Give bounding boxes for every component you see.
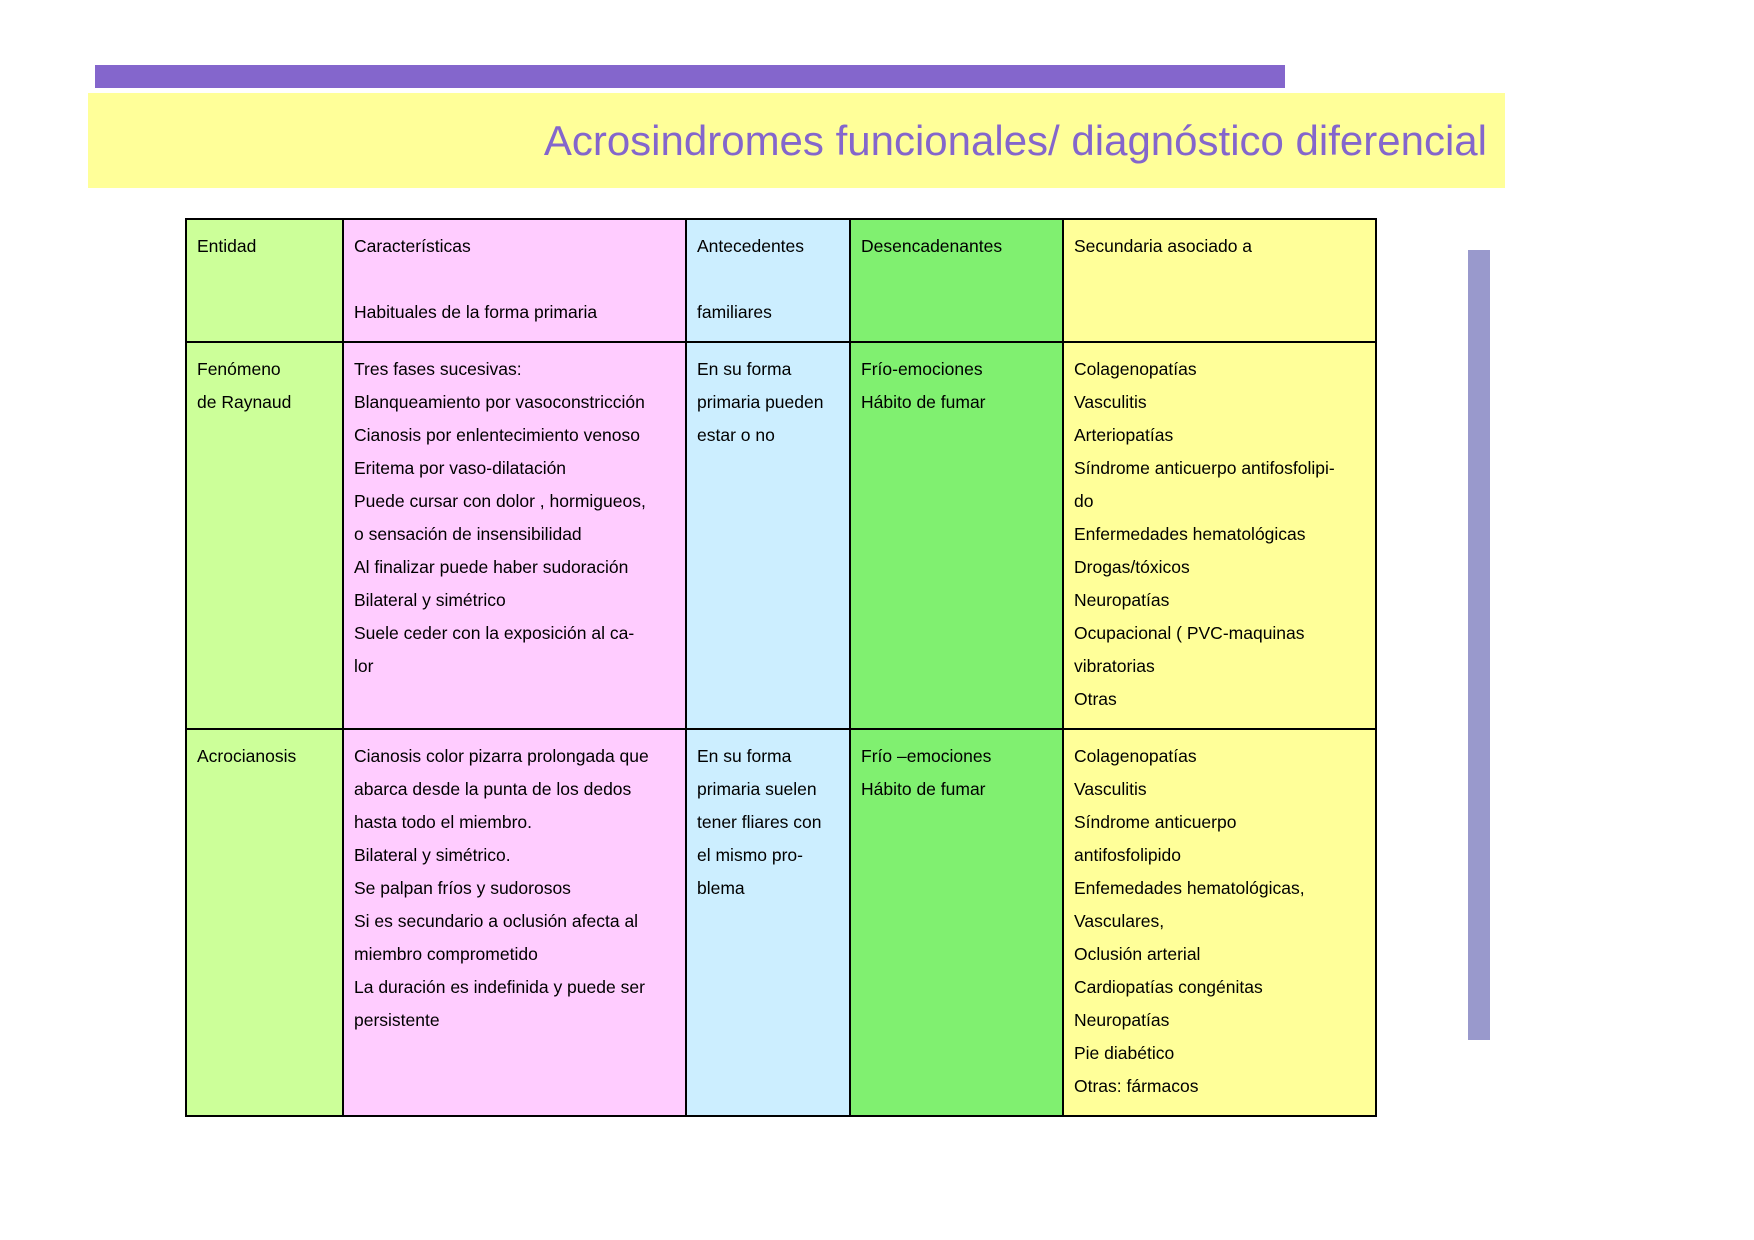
text-line: Acrocianosis [197, 746, 297, 766]
text-line: La duración es indefinida y puede ser [354, 977, 645, 997]
text-line: lor [354, 656, 374, 676]
text-line: En su forma [697, 359, 792, 379]
text-line: Eritema por vaso-dilatación [354, 458, 567, 478]
text-line: Desencadenantes [861, 236, 1003, 256]
right-accent-bar [1468, 250, 1490, 1040]
text-line: antifosfolipido [1074, 845, 1182, 865]
cell-text-block [197, 353, 334, 419]
text-line: Síndrome anticuerpo antifosfolipi- [1074, 458, 1335, 478]
text-line: Cianosis color pizarra prolongada que [354, 746, 649, 766]
cell-text-block [1074, 230, 1367, 263]
acrosindromes-comparison-table [185, 218, 1377, 1117]
text-line: o sensación de insensibilidad [354, 524, 582, 544]
text-line: familiares [697, 302, 772, 322]
cell-desencadenantes-header [850, 219, 1063, 342]
text-line: primaria suelen [697, 779, 817, 799]
text-line: Vasculitis [1074, 392, 1147, 412]
page-title: Acrosindromes funcionales/ diagnóstico diferencial [543, 116, 1487, 164]
text-line: Habituales de la forma primaria [354, 302, 598, 322]
text-line: Puede cursar con dolor , hormigueos, [354, 491, 646, 511]
cell-text-block [861, 230, 1054, 263]
cell-text-block [1074, 353, 1367, 716]
cell-caracteristicas-row-1 [343, 729, 686, 1116]
text-line: Frío –emociones [861, 746, 992, 766]
text-line: Características [354, 236, 471, 256]
cell-text-block [861, 353, 1054, 419]
text-line: Bilateral y simétrico. [354, 845, 511, 865]
cell-secundaria-row-1 [1063, 729, 1376, 1116]
cell-entidad-row-0 [186, 342, 343, 729]
text-line: Hábito de fumar [861, 779, 986, 799]
text-line: persistente [354, 1010, 440, 1030]
cell-text-block [197, 230, 334, 263]
cell-text-block [354, 230, 677, 329]
text-line: Neuropatías [1074, 590, 1170, 610]
text-line: Oclusión arterial [1074, 944, 1201, 964]
text-line: Vasculares, [1074, 911, 1165, 931]
table-row [186, 342, 1376, 729]
text-line: Bilateral y simétrico [354, 590, 506, 610]
text-line: Frío-emociones [861, 359, 983, 379]
cell-text-block [354, 740, 677, 1037]
text-line [354, 263, 677, 296]
text-line: Colagenopatías [1074, 746, 1197, 766]
text-line: Arteriopatías [1074, 425, 1174, 445]
text-line: Tres fases sucesivas: [354, 359, 522, 379]
cell-text-block [697, 230, 841, 329]
text-line: Cardiopatías congénitas [1074, 977, 1263, 997]
text-line: Blanqueamiento por vasoconstricción [354, 392, 645, 412]
cell-caracteristicas-row-0 [343, 342, 686, 729]
text-line: Si es secundario a oclusión afecta al [354, 911, 639, 931]
text-line: abarca desde la punta de los dedos [354, 779, 632, 799]
text-line: tener fliares con [697, 812, 822, 832]
title-banner [88, 93, 1505, 188]
text-line: Suele ceder con la exposición al ca- [354, 623, 635, 643]
cell-antecedentes-row-0 [686, 342, 850, 729]
text-line: En su forma [697, 746, 792, 766]
text-line: blema [697, 878, 745, 898]
text-line: Síndrome anticuerpo [1074, 812, 1237, 832]
text-line: Al finalizar puede haber sudoración [354, 557, 629, 577]
cell-text-block [697, 740, 841, 905]
text-line: estar o no [697, 425, 775, 445]
cell-text-block [354, 353, 677, 683]
text-line: Secundaria asociado a [1074, 236, 1253, 256]
table-row [186, 729, 1376, 1116]
cell-text-block [197, 740, 334, 773]
text-line: Hábito de fumar [861, 392, 986, 412]
text-line: Neuropatías [1074, 1010, 1170, 1030]
cell-desencadenantes-row-0 [850, 342, 1063, 729]
text-line: Enfemedades hematológicas, [1074, 878, 1305, 898]
text-line: Vasculitis [1074, 779, 1147, 799]
text-line: el mismo pro- [697, 845, 803, 865]
cell-secundaria-header [1063, 219, 1376, 342]
text-line: Entidad [197, 236, 257, 256]
text-line: do [1074, 491, 1094, 511]
text-line: miembro comprometido [354, 944, 538, 964]
text-line: Enfermedades hematológicas [1074, 524, 1306, 544]
text-line: Se palpan fríos y sudorosos [354, 878, 571, 898]
cell-entidad-row-1 [186, 729, 343, 1116]
cell-text-block [861, 740, 1054, 806]
text-line: Otras: fármacos [1074, 1076, 1199, 1096]
text-line: hasta todo el miembro. [354, 812, 533, 832]
text-line: Drogas/tóxicos [1074, 557, 1190, 577]
table-header-row [186, 219, 1376, 342]
text-line: vibratorias [1074, 656, 1155, 676]
cell-text-block [1074, 740, 1367, 1103]
cell-desencadenantes-row-1 [850, 729, 1063, 1116]
text-line: Ocupacional ( PVC-maquinas [1074, 623, 1305, 643]
cell-entidad-header [186, 219, 343, 342]
text-line: Cianosis por enlentecimiento venoso [354, 425, 640, 445]
text-line: de Raynaud [197, 392, 292, 412]
text-line [697, 263, 841, 296]
top-accent-bar [95, 65, 1285, 88]
cell-antecedentes-row-1 [686, 729, 850, 1116]
text-line: Antecedentes [697, 236, 805, 256]
text-line: primaria pueden [697, 392, 824, 412]
cell-caracteristicas-header [343, 219, 686, 342]
text-line: Colagenopatías [1074, 359, 1197, 379]
cell-secundaria-row-0 [1063, 342, 1376, 729]
text-line: Pie diabético [1074, 1043, 1175, 1063]
text-line: Otras [1074, 689, 1117, 709]
cell-text-block [697, 353, 841, 452]
cell-antecedentes-header [686, 219, 850, 342]
text-line: Fenómeno [197, 359, 281, 379]
